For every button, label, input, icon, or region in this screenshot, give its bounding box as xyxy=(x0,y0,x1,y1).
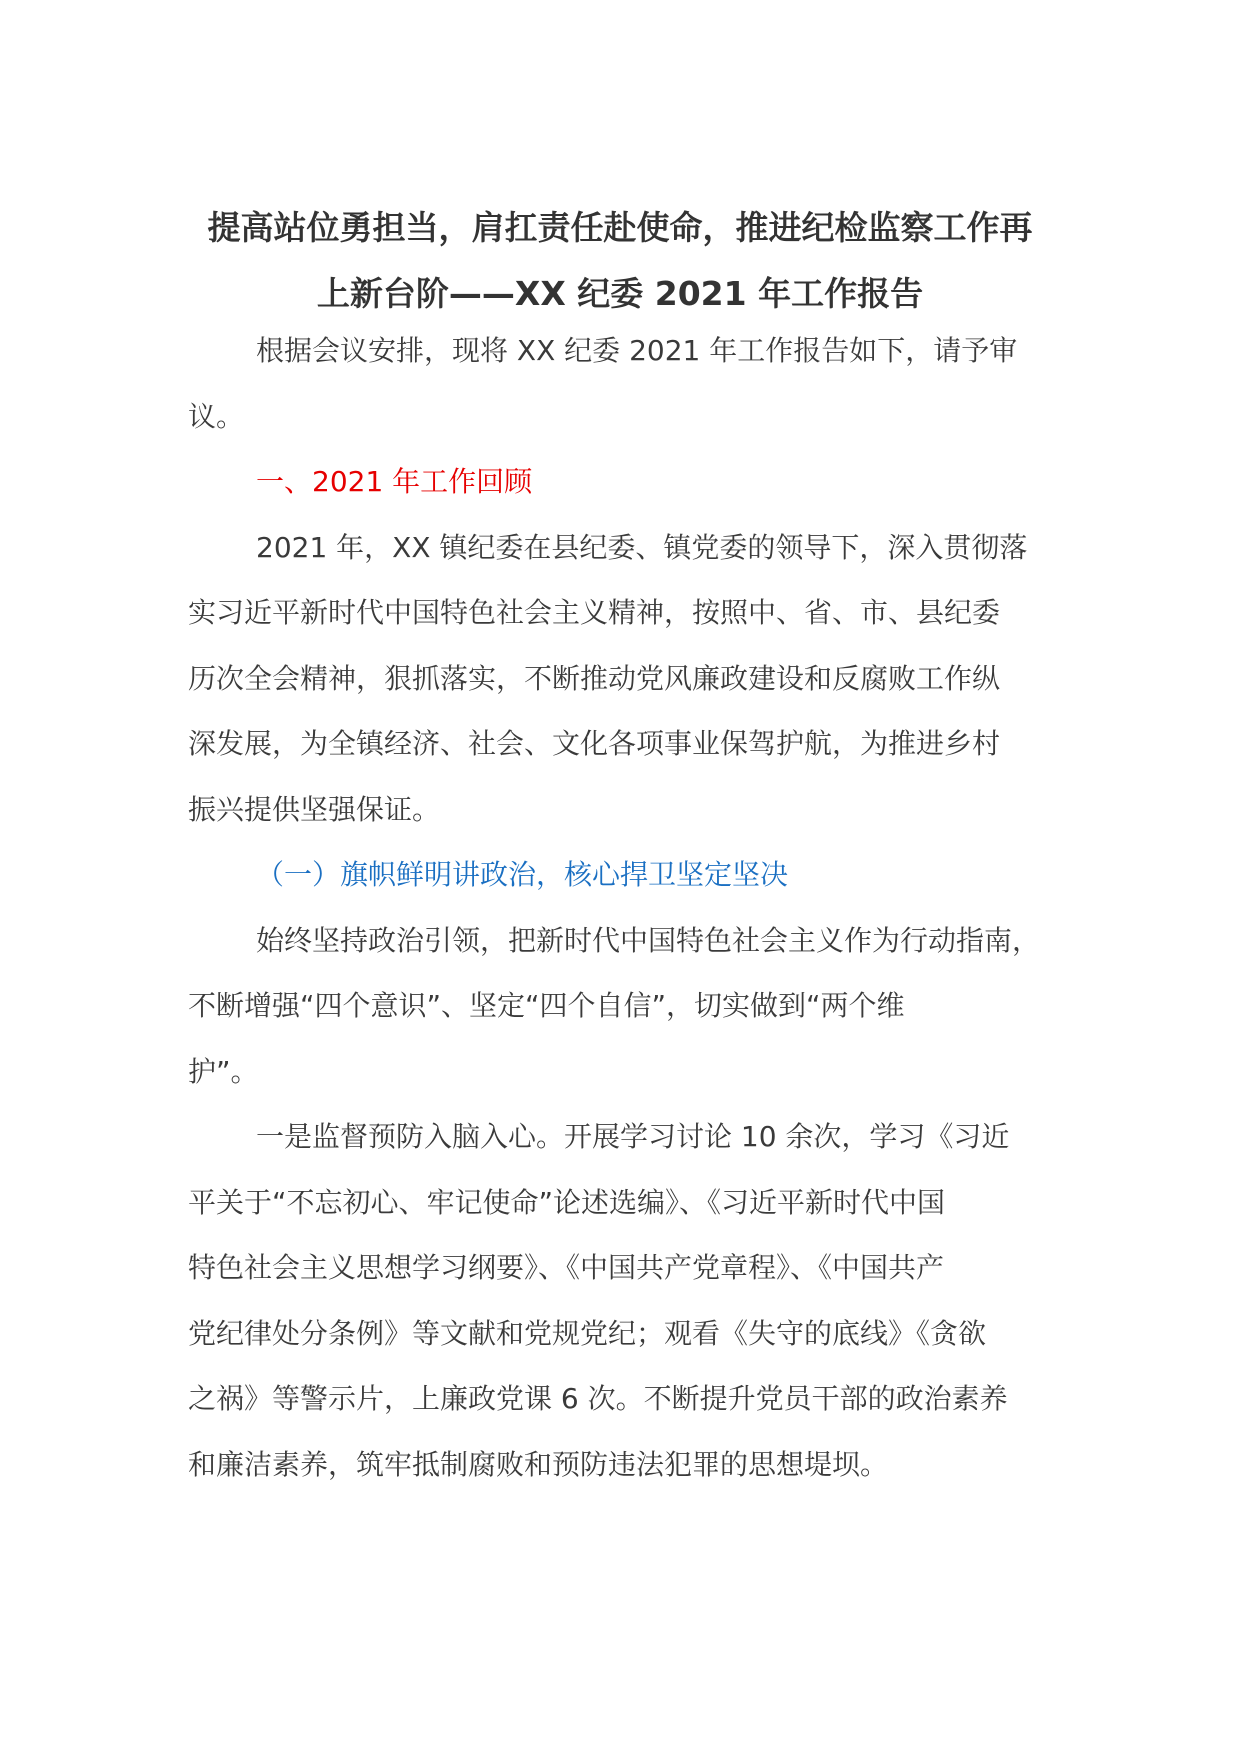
subsection-heading-text: （一）旗帜鲜明讲政治，核心捍卫坚定坚决 xyxy=(256,858,789,891)
subsection-heading xyxy=(188,842,1068,908)
paragraph-line: 一是监督预防入脑入心。开展学习讨论 10 余次，学习《习近 xyxy=(256,1120,1010,1153)
paragraph-line: 不断增强“四个意识”、坚定“四个自信”，切实做到“两个维 xyxy=(188,989,905,1022)
subsection-paragraph xyxy=(188,908,1068,1105)
point-paragraph xyxy=(188,1104,1068,1497)
paragraph-line: 2021 年，XX 镇纪委在县纪委、镇党委的领导下，深入贯彻落 xyxy=(256,530,1028,564)
title-line: 提高站位勇担当，肩扛责任赴使命，推进纪检监察工作再 xyxy=(207,208,1033,247)
paragraph-line: 始终坚持政治引领，把新时代中国特色社会主义作为行动指南， xyxy=(256,923,1041,957)
paragraph-line: 平关于“不忘初心、牢记使命”论述选编》、《习近平新时代中国 xyxy=(188,1185,946,1219)
paragraph-line: 之祸》等警示片，上廉政党课 6 次。不断提升党员干部的政治素养 xyxy=(188,1382,1008,1415)
paragraph-line: 振兴提供坚强保证。 xyxy=(188,792,441,826)
paragraph-line: 历次全会精神，狠抓落实，不断推动党风廉政建设和反腐败工作纵 xyxy=(188,661,1001,695)
document-title xyxy=(180,195,1060,327)
paragraph-line: 护”。 xyxy=(188,1054,259,1088)
document-body xyxy=(188,318,1068,1497)
title-line: 上新台阶——XX 纪委 2021 年工作报告 xyxy=(316,274,924,313)
section-heading xyxy=(188,449,1068,515)
paragraph-line: 深发展，为全镇经济、社会、文化各项事业保驾护航，为推进乡村 xyxy=(188,727,1001,760)
section-heading-text: 一、2021 年工作回顾 xyxy=(256,465,533,498)
section-paragraph xyxy=(188,515,1068,843)
paragraph-line: 和廉洁素养，筑牢抵制腐败和预防违法犯罪的思想堤坝。 xyxy=(188,1447,889,1481)
paragraph-line: 实习近平新时代中国特色社会主义精神，按照中、省、市、县纪委 xyxy=(188,596,1001,629)
paragraph-line: 党纪律处分条例》等文献和党规党纪；观看《失守的底线》《贪欲 xyxy=(188,1316,987,1350)
paragraph-line: 议。 xyxy=(188,399,245,433)
intro-paragraph xyxy=(188,318,1068,449)
paragraph-line: 根据会议安排，现将 XX 纪委 2021 年工作报告如下，请予审 xyxy=(256,334,1018,367)
paragraph-line: 特色社会主义思想学习纲要》、《中国共产党章程》、《中国共产 xyxy=(188,1251,945,1284)
